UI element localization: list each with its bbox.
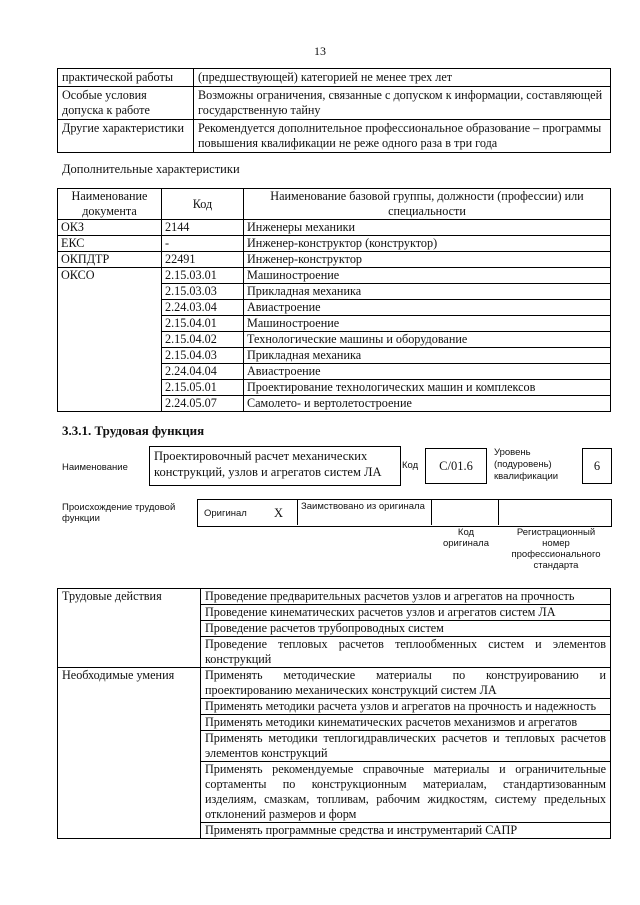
table-row (58, 120, 611, 153)
cell-code: 2.15.04.03 (162, 348, 244, 364)
cell-doc: ЕКС (58, 236, 162, 252)
table-row (58, 69, 611, 87)
additional-characteristics-table (57, 188, 611, 412)
table-row (58, 220, 611, 236)
cell-code: 2.15.04.01 (162, 316, 244, 332)
action-item: Проведение расчетов трубопроводных систем (201, 621, 611, 637)
code-label: Код (402, 460, 419, 471)
cell-name: Инженер-конструктор (244, 252, 611, 268)
cell-code: 2.24.03.04 (162, 300, 244, 316)
skill-item: Применять программные средства и инструментарий САПР (201, 823, 611, 839)
original-mark: X (274, 506, 284, 520)
level-value: 6 (582, 448, 612, 484)
borrowed-label: Заимствовано из оригинала (301, 501, 425, 512)
cell-code: - (162, 236, 244, 252)
qualification-table (57, 68, 611, 153)
skill-item: Применять рекомендуемые справочные материалы и ограничительные сортаменты по конструкционным материалам, стандартизованным изделиям, смазкам, топливам, рабочим жидкостям, систему предельных отклонений размеров и форм (201, 762, 611, 823)
cell-name: Самолето- и вертолетостроение (244, 396, 611, 412)
table-row (58, 252, 611, 268)
header-doc: Наименование документа (58, 189, 162, 220)
cell-name: Инженеры механики (244, 220, 611, 236)
cell-code: 22491 (162, 252, 244, 268)
divider (297, 499, 298, 525)
cell-doc: ОКСО (58, 268, 162, 412)
cell-name: Машиностроение (244, 268, 611, 284)
row-value: Возможны ограничения, связанные с допуском к информации, составляющей государственную тайну (194, 87, 611, 120)
cell-name: Авиастроение (244, 364, 611, 380)
row-value: Рекомендуется дополнительное профессиональное образование – программы повышения квалификации не реже одного раза в три года (194, 120, 611, 153)
origin-label: Происхождение трудовой функции (62, 502, 176, 524)
original-label: Оригинал (204, 508, 247, 519)
skill-item: Применять методики расчета узлов и агрегатов на прочность и надежность (201, 699, 611, 715)
cell-code: 2.24.05.07 (162, 396, 244, 412)
page-number: 13 (314, 44, 326, 58)
cell-name: Инженер-конструктор (конструктор) (244, 236, 611, 252)
cell-code: 2.15.05.01 (162, 380, 244, 396)
cell-code: 2.15.03.03 (162, 284, 244, 300)
cell-name: Технологические машины и оборудование (244, 332, 611, 348)
code-original-caption: Код оригинала (442, 527, 489, 549)
skills-label: Необходимые умения (58, 668, 201, 839)
row-value: (предшествующей) категорией не менее трех лет (194, 69, 611, 87)
work-actions-table (57, 588, 611, 839)
table-row (58, 236, 611, 252)
cell-name: Машиностроение (244, 316, 611, 332)
function-name-label: Наименование (62, 462, 128, 473)
registration-caption: Регистрационный номер профессионального стандарта (511, 527, 601, 571)
skill-item: Применять методические материалы по конструированию и проектированию механических конструкций систем ЛА (201, 668, 611, 699)
actions-label: Трудовые действия (58, 589, 201, 668)
cell-doc: ОКПДТР (58, 252, 162, 268)
table-row (58, 589, 611, 605)
code-value: C/01.6 (425, 448, 487, 484)
header-code: Код (162, 189, 244, 220)
divider (498, 499, 499, 525)
cell-name: Прикладная механика (244, 348, 611, 364)
cell-name: Прикладная механика (244, 284, 611, 300)
cell-name: Авиастроение (244, 300, 611, 316)
action-item: Проведение кинематических расчетов узлов и агрегатов систем ЛА (201, 605, 611, 621)
cell-name: Проектирование технологических машин и комплексов (244, 380, 611, 396)
skill-item: Применять методики теплогидравлических расчетов и тепловых расчетов элементов конструкций (201, 731, 611, 762)
action-item: Проведение предварительных расчетов узлов и агрегатов на прочность (201, 589, 611, 605)
table-row (58, 268, 611, 284)
cell-doc: ОКЗ (58, 220, 162, 236)
divider (431, 499, 432, 525)
row-label: Другие характеристики (58, 120, 194, 153)
table-row (58, 87, 611, 120)
level-label: Уровень (подуровень) квалификации (494, 447, 559, 482)
additional-characteristics-title: Дополнительные характеристики (62, 162, 240, 176)
cell-code: 2.15.03.01 (162, 268, 244, 284)
row-label: практической работы (58, 69, 194, 87)
skill-item: Применять методики кинематических расчетов механизмов и агрегатов (201, 715, 611, 731)
row-label: Особые условия допуска к работе (58, 87, 194, 120)
cell-code: 2.15.04.02 (162, 332, 244, 348)
table-row (58, 668, 611, 699)
table-header-row (58, 189, 611, 220)
section-title: 3.3.1. Трудовая функция (62, 423, 205, 438)
header-name: Наименование базовой группы, должности (профессии) или специальности (244, 189, 611, 220)
cell-code: 2.24.04.04 (162, 364, 244, 380)
action-item: Проведение тепловых расчетов теплообменных систем и элементов конструкций (201, 637, 611, 668)
cell-code: 2144 (162, 220, 244, 236)
function-name-value: Проектировочный расчет механических конструкций, узлов и агрегатов систем ЛА (149, 446, 401, 486)
